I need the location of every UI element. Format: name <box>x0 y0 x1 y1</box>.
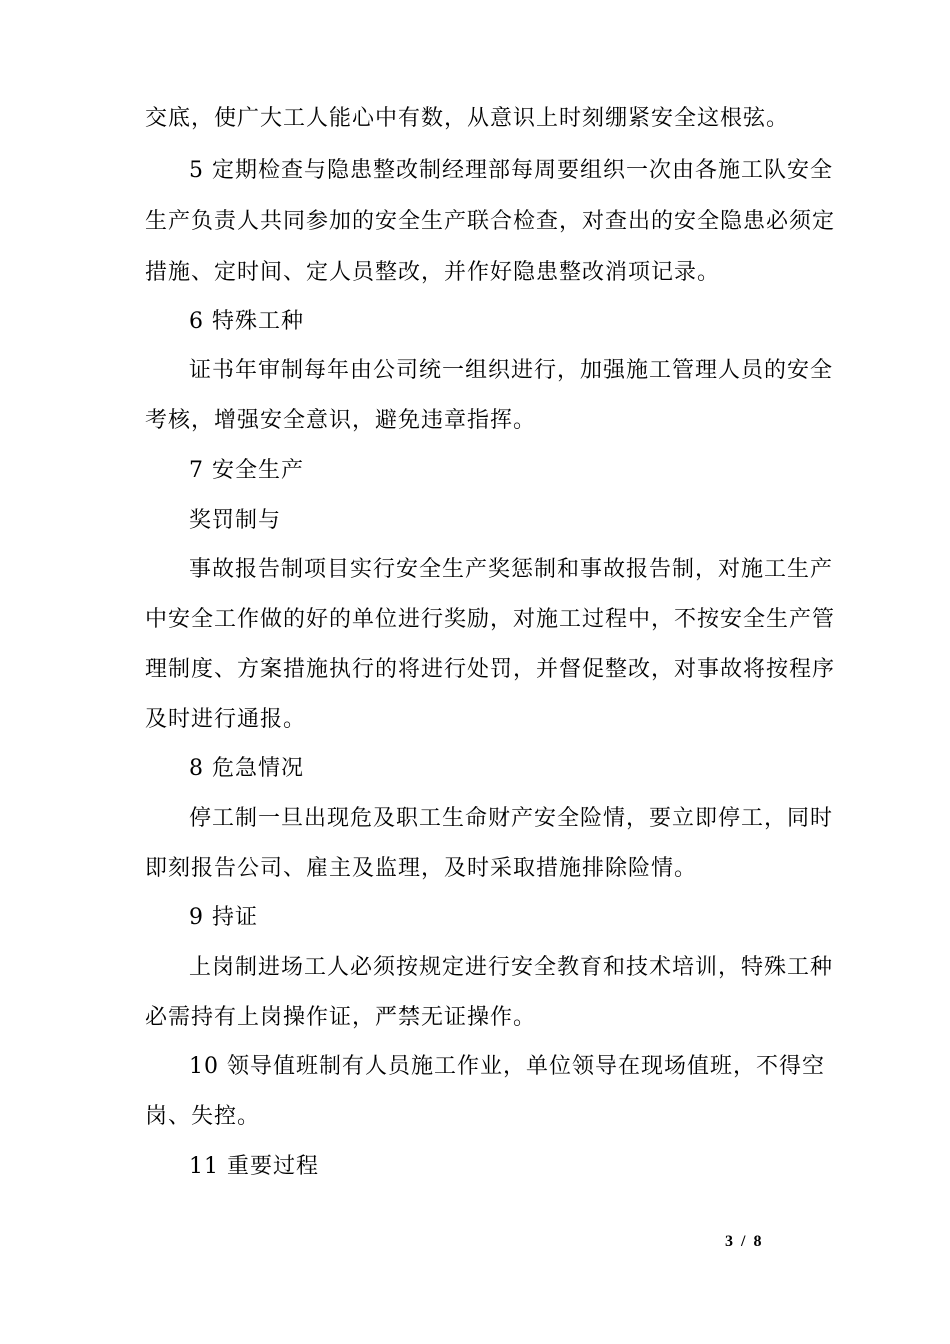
text-line: 即刻报告公司、雇主及监理，及时采取措施排除险情。 <box>145 856 698 881</box>
text-line: 10 领导值班制有人员施工作业，单位领导在现场值班，不得空 <box>189 1054 825 1079</box>
text-line: 理制度、方案措施执行的将进行处罚，并督促整改，对事故将按程序 <box>145 657 836 682</box>
text-line: 措施、定时间、定人员整改，并作好隐患整改消项记录。 <box>145 260 721 285</box>
section-heading: 8 危急情况 <box>189 756 304 781</box>
text-line: 中安全工作做的好的单位进行奖励，对施工过程中，不按安全生产管 <box>145 607 836 632</box>
text-line: 考核，增强安全意识，避免违章指挥。 <box>145 408 537 433</box>
text-line: 5 定期检查与隐患整改制经理部每周要组织一次由各施工队安全 <box>189 158 833 183</box>
text-line: 生产负责人共同参加的安全生产联合检查，对查出的安全隐患必须定 <box>145 209 836 234</box>
section-heading: 6 特殊工种 <box>189 309 304 334</box>
text-line: 证书年审制每年由公司统一组织进行，加强施工管理人员的安全 <box>189 358 834 383</box>
text-line: 交底，使广大工人能心中有数，从意识上时刻绷紧安全这根弦。 <box>145 106 790 131</box>
page-number: 3 / 8 <box>725 1233 764 1250</box>
section-heading: 9 持证 <box>189 905 258 930</box>
text-line: 岗、失控。 <box>145 1104 261 1129</box>
text-line: 上岗制进场工人必须按规定进行安全教育和技术培训，特殊工种 <box>189 955 834 980</box>
section-heading: 11 重要过程 <box>189 1154 319 1179</box>
text-line: 及时进行通报。 <box>145 707 307 732</box>
text-line: 停工制一旦出现危及职工生命财产安全险情，要立即停工，同时 <box>189 806 834 831</box>
text-line: 奖罚制与 <box>189 508 282 533</box>
text-line: 事故报告制项目实行安全生产奖惩制和事故报告制，对施工生产 <box>189 557 834 582</box>
text-line: 必需持有上岗操作证，严禁无证操作。 <box>145 1005 537 1030</box>
section-heading: 7 安全生产 <box>189 458 304 483</box>
